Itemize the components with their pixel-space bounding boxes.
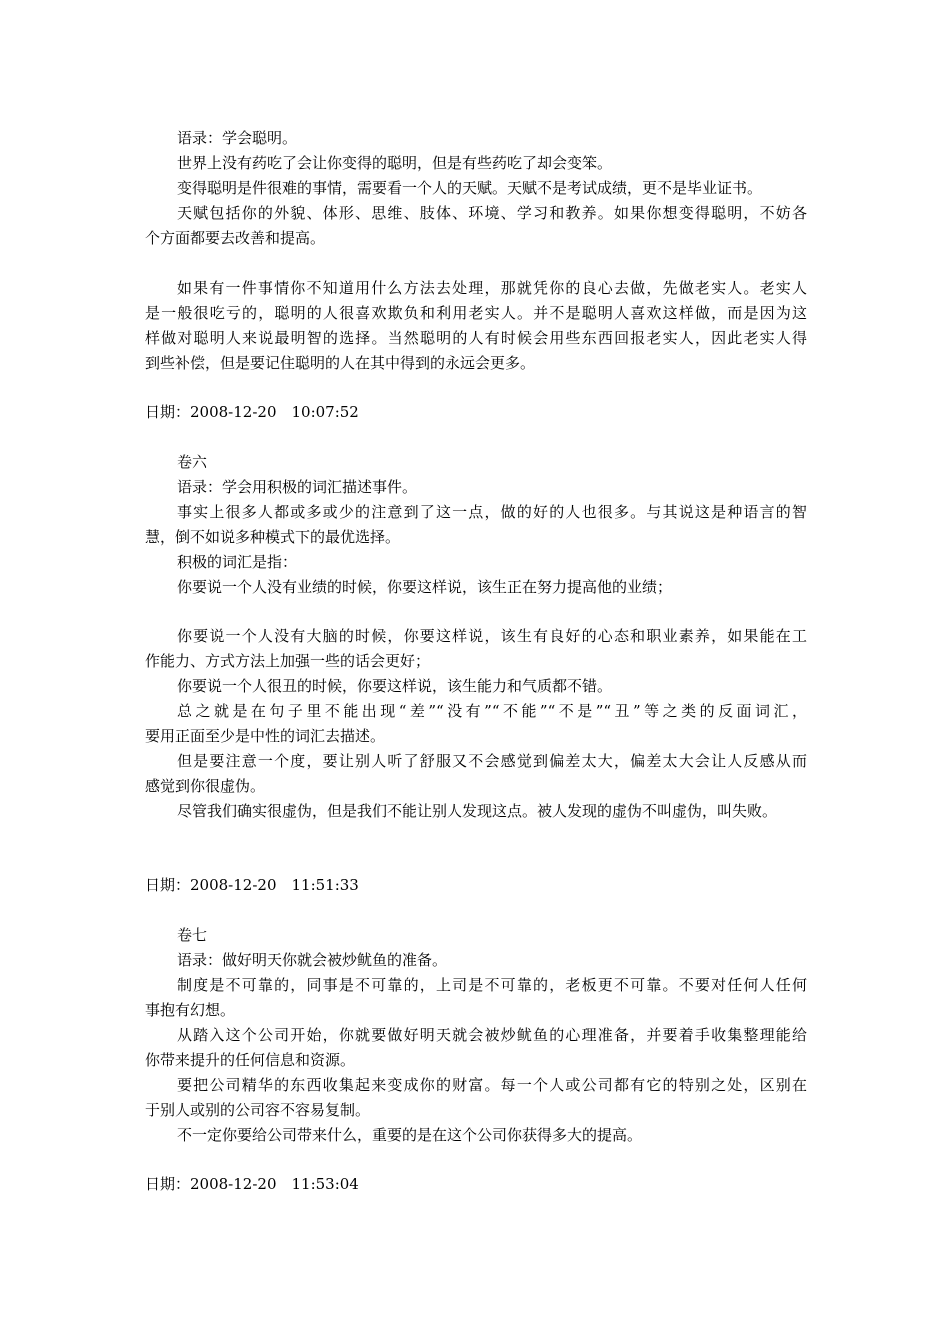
paragraph-line: 作能力、方式方法上加强一些的话会更好； — [145, 652, 431, 670]
paragraph-line: 要把公司精华的东西收集起来变成你的财富。每一个人或公司都有它的特别之处，区别在 — [177, 1076, 807, 1094]
volume-heading: 卷七 — [177, 926, 208, 944]
paragraph-line: 是一般很吃亏的，聪明的人很喜欢欺负和利用老实人。并不是聪明人喜欢这样做，而是因为这 — [145, 304, 807, 322]
paragraph-line: 积极的词汇是指： — [177, 553, 298, 571]
paragraph-line: 你要说一个人没有业绩的时候，你要这样说，该生正在努力提高他的业绩； — [177, 578, 673, 596]
paragraph-line: 你要说一个人没有大脑的时候，你要这样说，该生有良好的心态和职业素养，如果能在工 — [177, 627, 807, 645]
quote-line: 语录：做好明天你就会被炒鱿鱼的准备。 — [177, 951, 448, 969]
paragraph-line: 慧，倒不如说多种模式下的最优选择。 — [145, 528, 401, 546]
paragraph-line: 于别人或别的公司容不容易复制。 — [145, 1101, 371, 1119]
date-stamp: 日期：2008-12-20 10:07:52 — [145, 403, 359, 421]
paragraph-line: 制度是不可靠的，同事是不可靠的，上司是不可靠的，老板更不可靠。不要对任何人任何 — [177, 976, 807, 994]
paragraph-line: 世界上没有药吃了会让你变得的聪明，但是有些药吃了却会变笨。 — [177, 154, 613, 172]
paragraph-line: 你要说一个人很丑的时候，你要这样说，该生能力和气质都不错。 — [177, 677, 613, 695]
paragraph-line: 但是要注意一个度，要让别人听了舒服又不会感觉到偏差太大，偏差太大会让人反感从而 — [177, 752, 807, 770]
paragraph-line: 总之就是在句子里不能出现“差”“没有”“不能”“不是”“丑”等之类的反面词汇， — [177, 702, 807, 720]
volume-heading: 卷六 — [177, 453, 208, 471]
paragraph-line: 尽管我们确实很虚伪，但是我们不能让别人发现这点。被人发现的虚伪不叫虚伪，叫失败。 — [177, 802, 778, 820]
paragraph-line: 天赋包括你的外貌、体形、思维、肢体、环境、学习和教养。如果你想变得聪明，不妨各 — [177, 204, 807, 222]
paragraph-line: 个方面都要去改善和提高。 — [145, 229, 326, 247]
paragraph-line: 要用正面至少是中性的词汇去描述。 — [145, 727, 386, 745]
paragraph-line: 感觉到你很虚伪。 — [145, 777, 266, 795]
paragraph-line: 如果有一件事情你不知道用什么方法去处理，那就凭你的良心去做，先做老实人。老实人 — [177, 279, 807, 297]
quote-line: 语录：学会聪明。 — [177, 129, 298, 147]
paragraph-line: 样做对聪明人来说最明智的选择。当然聪明的人有时候会用些东西回报老实人，因此老实人得 — [145, 329, 807, 347]
date-stamp: 日期：2008-12-20 11:53:04 — [145, 1175, 359, 1193]
paragraph-line: 到些补偿，但是要记住聪明的人在其中得到的永远会更多。 — [145, 354, 536, 372]
paragraph-line: 不一定你要给公司带来什么，重要的是在这个公司你获得多大的提高。 — [177, 1126, 643, 1144]
paragraph-line: 事抱有幻想。 — [145, 1001, 236, 1019]
paragraph-line: 事实上很多人都或多或少的注意到了这一点，做的好的人也很多。与其说这是种语言的智 — [177, 503, 807, 521]
date-stamp: 日期：2008-12-20 11:51:33 — [145, 876, 359, 894]
quote-line: 语录：学会用积极的词汇描述事件。 — [177, 478, 418, 496]
paragraph-line: 从踏入这个公司开始，你就要做好明天就会被炒鱿鱼的心理准备，并要着手收集整理能给 — [177, 1026, 807, 1044]
paragraph-line: 你带来提升的任何信息和资源。 — [145, 1051, 356, 1069]
paragraph-line: 变得聪明是件很难的事情，需要看一个人的天赋。天赋不是考试成绩，更不是毕业证书。 — [177, 179, 763, 197]
